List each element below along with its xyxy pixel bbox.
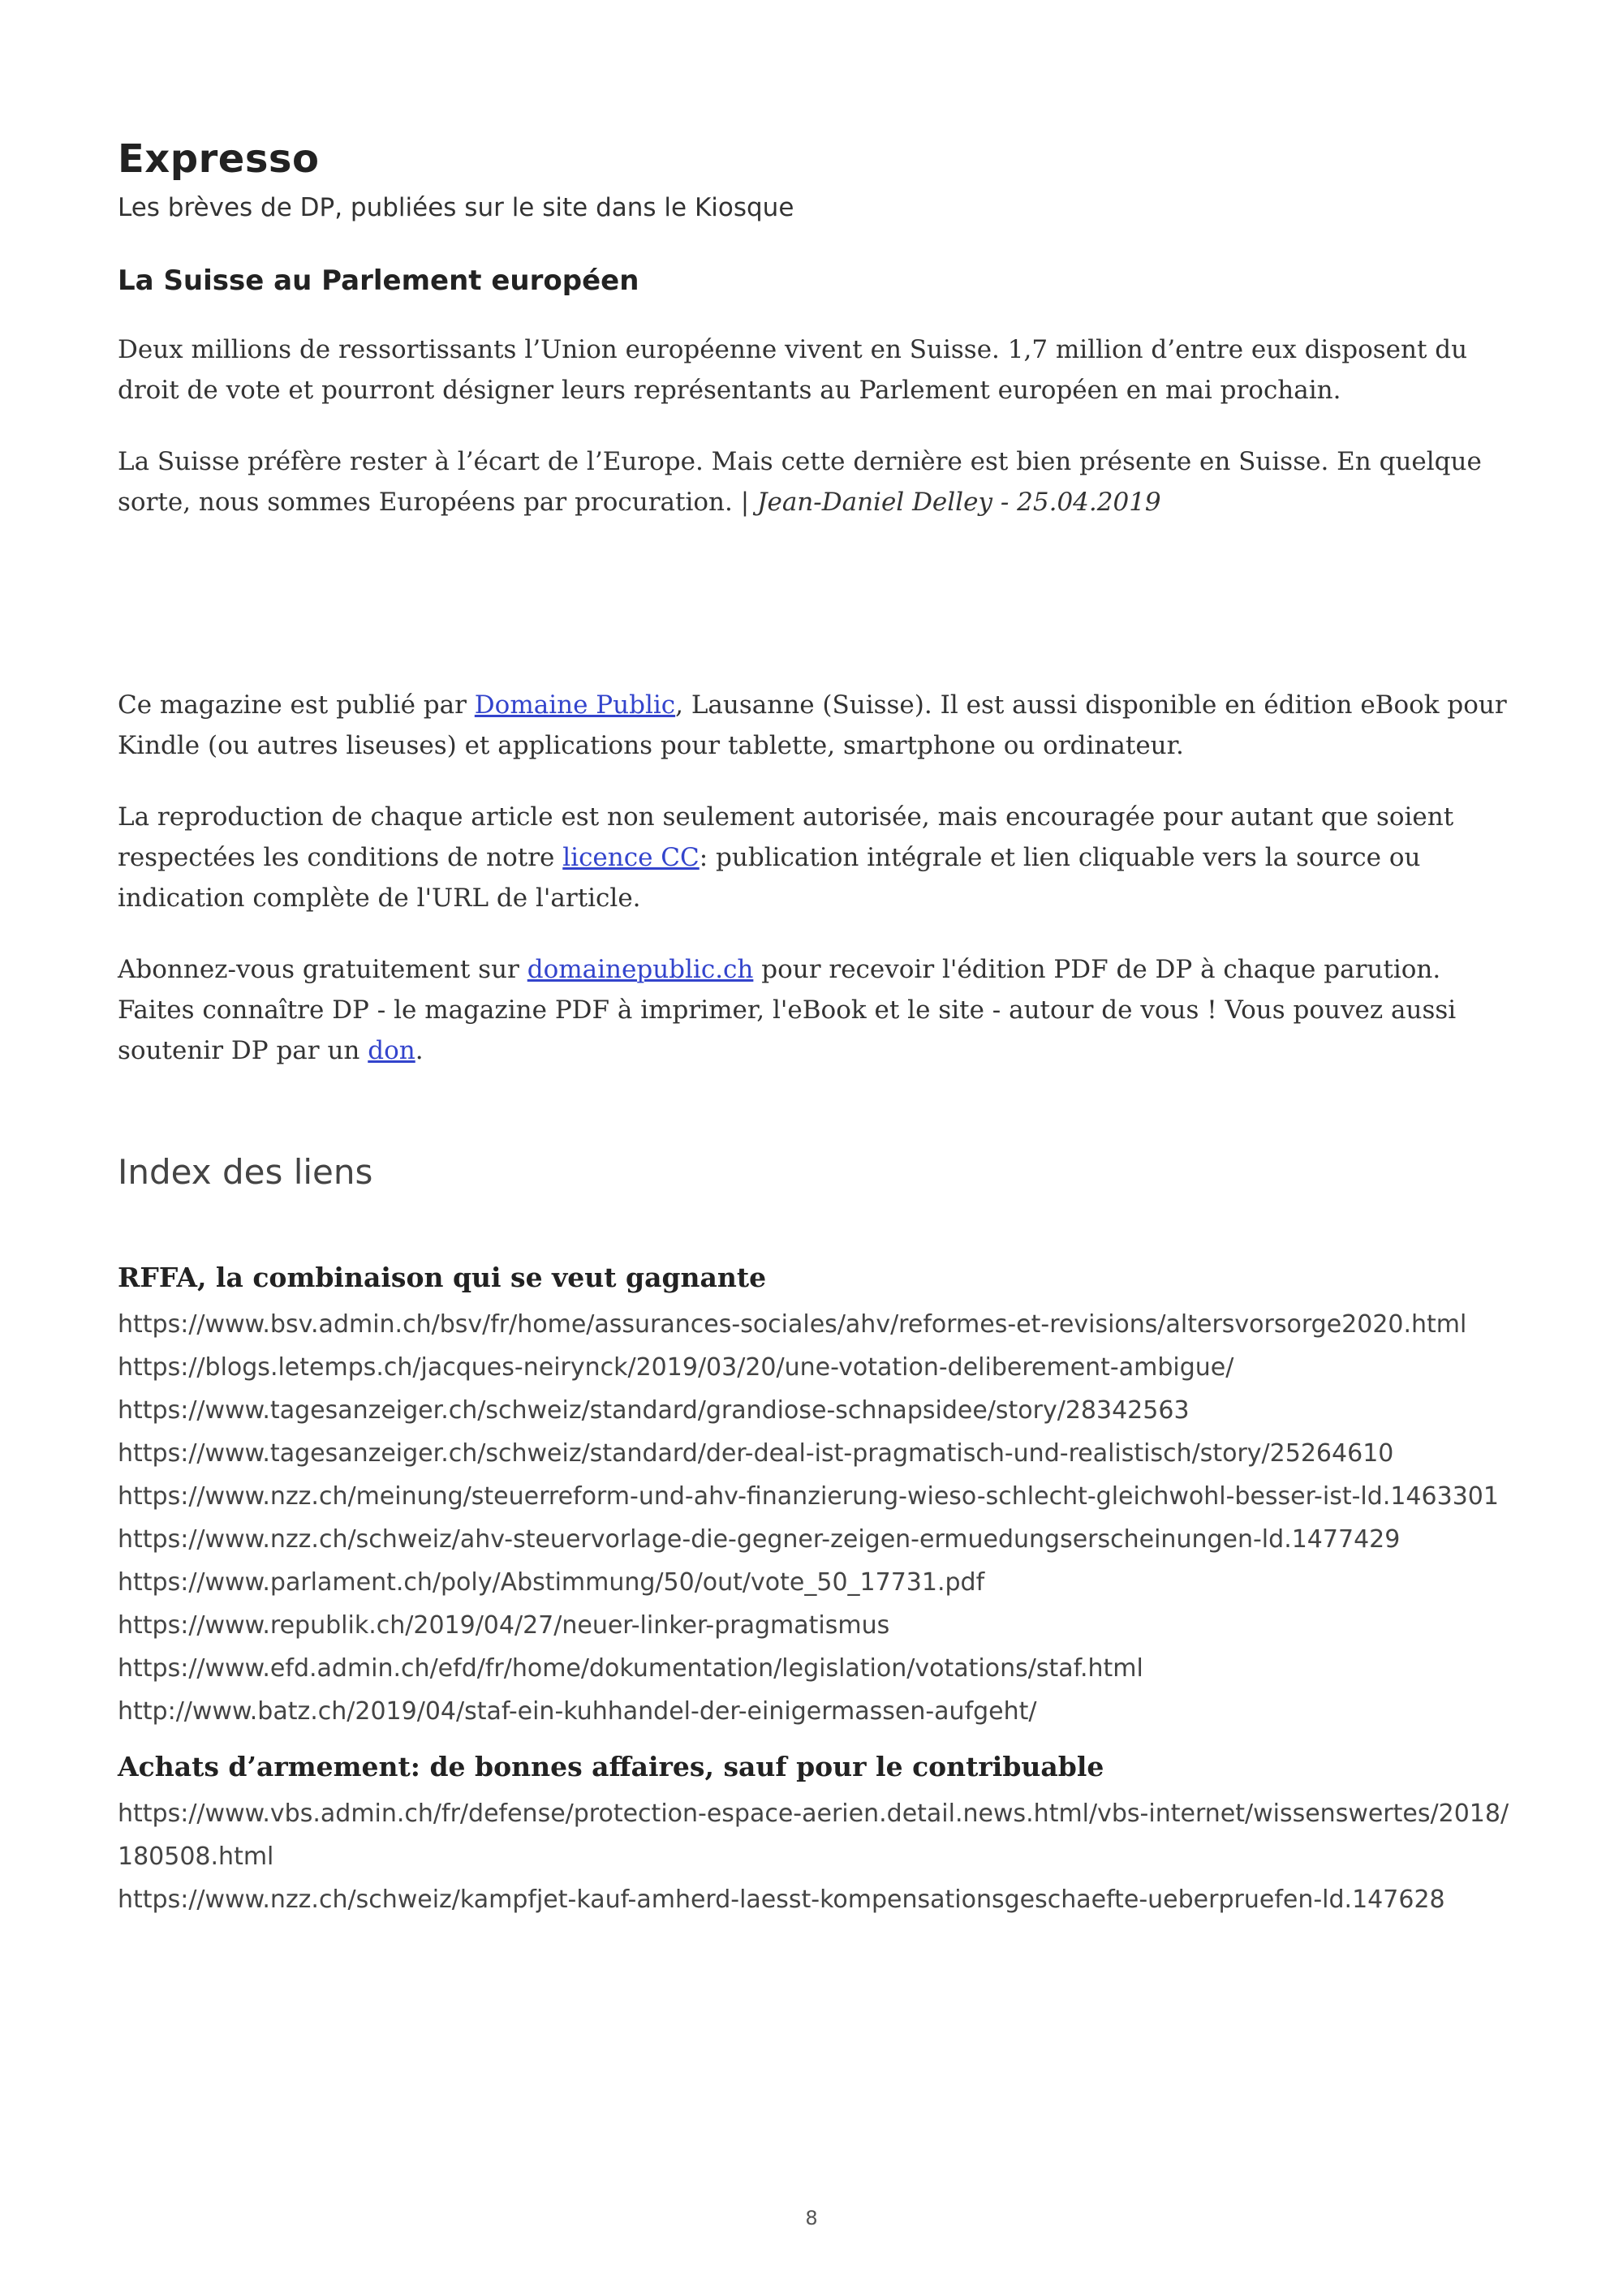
article-text: La Suisse préfère rester à l’écart de l’Europe. Mais cette dernière est bien présente en Suisse. En quelque sorte, nous sommes Européens par procuration. xyxy=(118,447,1482,517)
article-signature: Jean-Daniel Delley - 25.04.2019 xyxy=(757,488,1161,517)
link-group xyxy=(118,1751,1513,1921)
url-item[interactable]: https://www.bsv.admin.ch/bsv/fr/home/assurances-sociales/ahv/reformes-et-revisions/altersvorsorge2020.html xyxy=(118,1310,1467,1339)
section-title: Expresso xyxy=(118,136,320,182)
url-item[interactable]: https://www.republik.ch/2019/04/27/neuer-linker-pragmatismus xyxy=(118,1611,890,1640)
licence-cc-link[interactable]: licence CC xyxy=(562,843,700,872)
link-group-title: RFFA, la combinaison qui se veut gagnante xyxy=(118,1262,767,1293)
url-item[interactable]: http://www.batz.ch/2019/04/staf-ein-kuhhandel-der-einigermassen-aufgeht/ xyxy=(118,1697,1037,1726)
article-paragraph xyxy=(118,441,1513,522)
url-list xyxy=(118,1792,1513,1921)
link-group-title: Achats d’armement: de bonnes affaires, sauf pour le contribuable xyxy=(118,1751,1104,1782)
publisher-paragraph: Ce magazine est publié par Domaine Public, Lausanne (Suisse). Il est aussi disponible en édition eBook pour Kindle (ou autres liseuses) et applications pour tablette, smartphone ou ordinateur. xyxy=(118,690,1507,760)
article xyxy=(118,264,1513,522)
url-item[interactable]: https://www.parlament.ch/poly/Abstimmung/50/out/vote_50_17731.pdf xyxy=(118,1568,985,1597)
url-item[interactable]: https://www.tagesanzeiger.ch/schweiz/standard/der-deal-ist-pragmatisch-und-realistisch/story/25264610 xyxy=(118,1439,1394,1468)
domaine-public-link[interactable]: Domaine Public xyxy=(474,690,676,720)
signature-separator: | xyxy=(732,488,758,517)
url-item[interactable]: https://blogs.letemps.ch/jacques-neirynck/2019/03/20/une-votation-deliberement-ambigue/ xyxy=(118,1353,1234,1382)
article-title: La Suisse au Parlement européen xyxy=(118,264,639,297)
domainepublic-link[interactable]: domainepublic.ch xyxy=(527,955,754,984)
document-page xyxy=(118,122,1513,1939)
url-item[interactable]: https://www.vbs.admin.ch/fr/defense/protection-espace-aerien.detail.news.html/vbs-internet/wissenswertes/2018/180508.html xyxy=(118,1799,1509,1871)
license-paragraph: La reproduction de chaque article est non seulement autorisée, mais encouragée pour autant que soient respectées les conditions de notre licence CC: publication intégrale et lien cliquable vers la source ou indication complète de l'URL de l'article. xyxy=(118,802,1454,913)
subscribe-paragraph: Abonnez-vous gratuitement sur domainepublic.ch pour recevoir l'édition PDF de DP à chaque parution. Faites connaître DP - le magazine PDF à imprimer, l'eBook et le site - autour de vous ! Vous pouvez aussi soutenir DP par un don. xyxy=(118,955,1457,1065)
publication-info xyxy=(118,685,1513,1071)
url-item[interactable]: https://www.tagesanzeiger.ch/schweiz/standard/grandiose-schnapsidee/story/28342563 xyxy=(118,1396,1190,1425)
article-paragraph: Deux millions de ressortissants l’Union européenne vivent en Suisse. 1,7 million d’entre eux disposent du droit de vote et pourront désigner leurs représentants au Parlement européen en mai prochain. xyxy=(118,335,1468,405)
url-item[interactable]: https://www.nzz.ch/schweiz/kampfjet-kauf-amherd-laesst-kompensationsgeschaefte-ueberpruefen-ld.147628 xyxy=(118,1885,1445,1914)
url-list xyxy=(118,1303,1513,1733)
section-subtitle: Les brèves de DP, publiées sur le site dans le Kiosque xyxy=(118,193,794,222)
link-group xyxy=(118,1262,1513,1733)
don-link[interactable]: don xyxy=(368,1036,415,1065)
index-title: Index des liens xyxy=(118,1152,373,1192)
url-item[interactable]: https://www.efd.admin.ch/efd/fr/home/dokumentation/legislation/votations/staf.html xyxy=(118,1654,1143,1683)
url-item[interactable]: https://www.nzz.ch/meinung/steuerreform-und-ahv-finanzierung-wieso-schlecht-gleichwohl-besser-ist-ld.1463301 xyxy=(118,1482,1499,1511)
url-item[interactable]: https://www.nzz.ch/schweiz/ahv-steuervorlage-die-gegner-zeigen-ermuedungserscheinungen-ld.1477429 xyxy=(118,1525,1401,1554)
page-number: 8 xyxy=(805,2207,818,2229)
